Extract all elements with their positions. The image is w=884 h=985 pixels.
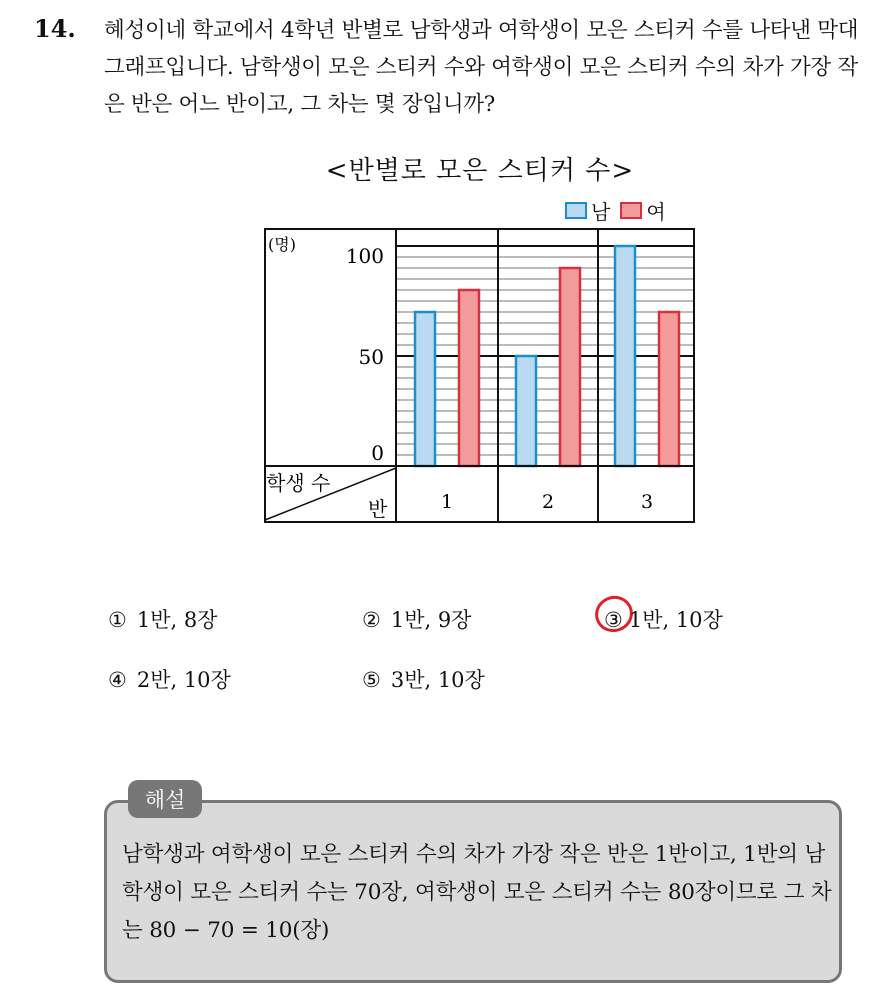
- choice-label: 1반, 9장: [390, 608, 472, 632]
- choice-number: ④: [108, 668, 127, 692]
- chart-title: <반별로 모은 스티커 수>: [325, 156, 635, 186]
- y-tick-label: 50: [358, 345, 384, 369]
- bar-boy: [516, 356, 536, 466]
- solution-tab: 해설: [128, 780, 202, 818]
- choice-1[interactable]: [108, 604, 217, 634]
- choice-label: 3반, 10장: [390, 668, 485, 692]
- bar-boy: [415, 312, 435, 466]
- question-number: 14.: [34, 14, 76, 43]
- header-row-label: 학생 수: [266, 471, 331, 495]
- choice-4[interactable]: [108, 664, 231, 694]
- bar-girl: [560, 268, 580, 466]
- chart-legend: [565, 196, 666, 225]
- chart-grid: [396, 246, 694, 466]
- legend-label-boy: 남: [591, 200, 611, 224]
- choice-number: ③: [604, 608, 623, 632]
- x-tick-label: 1: [440, 491, 454, 513]
- legend-swatch-girl: [620, 202, 642, 219]
- bar-girl: [459, 290, 479, 466]
- bar-girl: [659, 312, 679, 466]
- y-tick-label: 100: [345, 244, 384, 268]
- bar-boy: [615, 246, 635, 466]
- legend-swatch-boy: [565, 202, 587, 219]
- bar-chart: [264, 228, 696, 524]
- choice-label: 1반, 8장: [136, 608, 218, 632]
- y-unit-label: (명): [268, 235, 296, 254]
- legend-label-girl: 여: [646, 200, 666, 224]
- choice-label: 2반, 10장: [136, 668, 231, 692]
- choice-number: ⑤: [362, 668, 381, 692]
- choice-5[interactable]: [362, 664, 485, 694]
- choice-3[interactable]: [604, 604, 723, 634]
- x-tick-label: 2: [541, 491, 555, 513]
- choice-label: 1반, 10장: [628, 608, 723, 632]
- solution-text: 남학생과 여학생이 모은 스티커 수의 차가 가장 작은 반은 1반이고, 1반의 남학생이 모은 스티커 수는 70장, 여학생이 모은 스티커 수는 80장이므로 그 차는 80 − 70 = 10(장): [122, 842, 832, 943]
- x-tick-label: 3: [640, 491, 654, 513]
- y-tick-label: 0: [371, 441, 384, 465]
- question-text: 혜성이네 학교에서 4학년 반별로 남학생과 여학생이 모은 스티커 수를 나타낸 막대그래프입니다. 남학생이 모은 스티커 수와 여학생이 모은 스티커 수의 차가 가장 작은 반은 어느 반이고, 그 차는 몇 장입니까?: [104, 18, 859, 117]
- choice-number: ①: [108, 608, 127, 632]
- choice-number: ②: [362, 608, 381, 632]
- choice-2[interactable]: [362, 604, 471, 634]
- header-col-label: 반: [368, 497, 388, 521]
